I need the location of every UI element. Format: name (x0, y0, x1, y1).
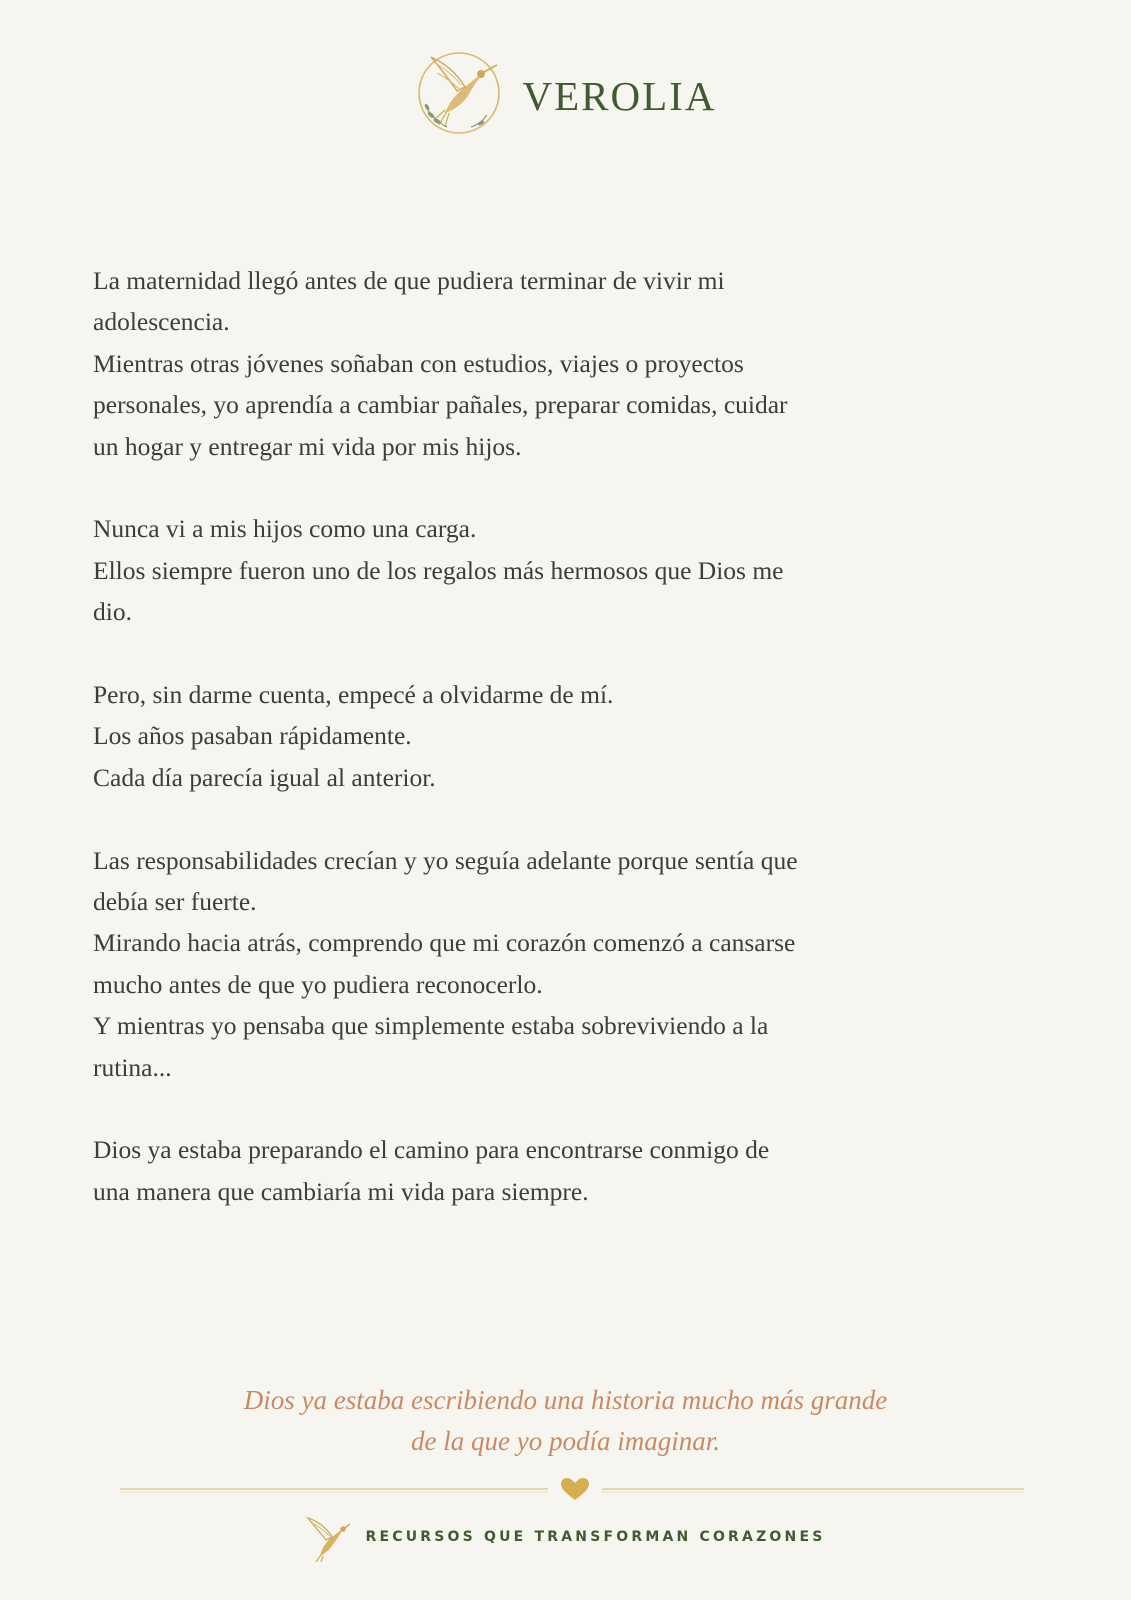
story-body (93, 260, 973, 1212)
heart-divider (120, 1478, 1024, 1504)
body-line: mucho antes de que yo pudiera reconocerlo. (93, 969, 543, 999)
body-line: Y mientras yo pensaba que simplemente estaba sobreviviendo a la (93, 1011, 769, 1041)
body-line: personales, yo aprendía a cambiar pañales, preparar comidas, cuidar (93, 390, 788, 420)
body-line: Los años pasaban rápidamente. (93, 721, 412, 751)
quote-line: Dios ya estaba escribiendo una historia mucho más grande (243, 1385, 888, 1415)
body-line: La maternidad llegó antes de que pudiera terminar de vivir mi (93, 266, 725, 295)
hummingbird-icon (306, 1512, 350, 1562)
body-line: una manera que cambiaría mi vida para siempre. (93, 1176, 589, 1206)
body-line: adolescencia. (93, 307, 230, 337)
body-line: Cada día parecía igual al anterior. (93, 762, 436, 792)
page-header (0, 46, 1131, 140)
body-line: Ellos siempre fueron uno de los regalos más hermosos que Dios me (93, 555, 784, 585)
paragraph-gap (93, 798, 973, 839)
body-line: rutina... (93, 1052, 172, 1082)
body-line: debía ser fuerte. (93, 887, 257, 917)
footer-tagline: RECURSOS QUE TRANSFORMAN CORAZONES (365, 1529, 826, 1545)
body-line: dio. (93, 597, 132, 627)
body-line: un hogar y entregar mi vida por mis hijos. (93, 431, 522, 461)
hummingbird-logo-icon (415, 47, 503, 139)
body-line: Mirando hacia atrás, comprendo que mi corazón comenzó a cansarse (93, 928, 796, 958)
body-line: Nunca vi a mis hijos como una carga. (93, 514, 477, 544)
closing-quote (0, 1380, 1131, 1462)
body-line: Dios ya estaba preparando el camino para encontrarse conmigo de (93, 1135, 770, 1165)
paragraph-gap (93, 467, 973, 508)
body-line: Las responsabilidades crecían y yo seguía adelante porque sentía que (93, 845, 798, 875)
brand-name: VEROLIA (522, 73, 717, 119)
body-line: Mientras otras jóvenes soñaban con estudios, viajes o proyectos (93, 348, 744, 378)
body-line: Pero, sin darme cuenta, empecé a olvidarme de mí. (93, 680, 614, 710)
quote-line: de la que yo podía imaginar. (411, 1426, 720, 1456)
heart-icon (561, 1478, 589, 1500)
page-footer (0, 1510, 1131, 1564)
paragraph-gap (93, 1088, 973, 1129)
paragraph-gap (93, 633, 973, 674)
